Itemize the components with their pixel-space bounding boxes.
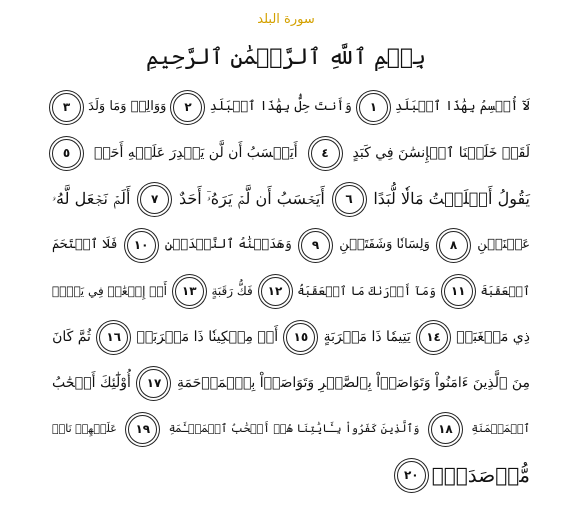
surah-title: سورة البلد	[257, 12, 315, 27]
verse-text: وَمَآ أَدۡرَىٰكَ مَا ٱلۡعَقَبَةُ	[297, 284, 436, 298]
ayah-number-marker: ٣	[52, 93, 81, 122]
ayah-number-marker: ١٦	[99, 323, 128, 352]
verse-text: لَآ أُقۡسِمُ بِهَٰذَا ٱلۡبَلَدِ	[394, 99, 530, 114]
verse-text: يَقُولُ أَهۡلَكۡتُ مَالٗا لُّبَدًا	[373, 189, 530, 208]
verse-text: يَتِيمٗا ذَا مَقۡرَبَةٍ	[323, 329, 411, 345]
verse-text: وَأَنتَ حِلُّۢ بِهَٰذَا ٱلۡبَلَدِ	[209, 99, 352, 114]
ayah-number-marker: ١٥	[286, 323, 315, 352]
verse-line	[52, 84, 530, 130]
ayah-number-marker: ١٨	[431, 415, 460, 444]
verse-line	[52, 130, 530, 176]
ayah-number-marker: ٨	[439, 231, 468, 260]
verse-text: ٱلۡمَيۡمَنَةِ	[471, 422, 530, 435]
verse-text: وَلِسَانٗا وَشَفَتَيۡنِ	[339, 237, 430, 252]
ayah-number-marker: ١	[359, 93, 388, 122]
verse-text: ثُمَّ كَانَ	[52, 329, 91, 345]
verse-text: أُوْلَٰٓئِكَ أَصۡحَٰبُ	[52, 375, 131, 391]
ayah-number-marker: ٢	[173, 93, 202, 122]
verse-text: ٱلۡعَقَبَةَ	[480, 284, 530, 298]
verse-text: أَيَحۡسَبُ أَن لَّمۡ يَرَهُۥٓ أَحَدٌ	[178, 189, 325, 208]
ayah-number-marker: ١٠	[127, 231, 156, 260]
verse-text: فَكُّ رَقَبَةٍ	[211, 284, 253, 298]
ayah-number-marker: ١٩	[128, 415, 157, 444]
verse-line	[52, 268, 530, 314]
verse-text: أَيَحۡسَبُ أَن لَّن يَقۡدِرَ عَلَيۡهِ أَحَدٞ	[93, 145, 298, 161]
ayah-number-marker: ١١	[444, 277, 473, 306]
verse-text: أَلَمۡ نَجۡعَل لَّهُۥ	[52, 189, 131, 208]
verse-text: أَوۡ إِطۡعَٰمٞ فِي يَوۡمٖ	[52, 284, 167, 298]
verse-text: وَوَالِدٖ وَمَا وَلَدَ	[88, 99, 167, 114]
verse-line	[52, 406, 530, 452]
verse-line	[52, 452, 530, 498]
verse-block	[52, 84, 530, 498]
verse-line	[52, 176, 530, 222]
verse-line	[52, 360, 530, 406]
ayah-number-marker: ٧	[140, 185, 169, 214]
verse-line	[52, 314, 530, 360]
ayah-number-marker: ٦	[335, 185, 364, 214]
verse-text: مِنَ ٱلَّذِينَ ءَامَنُواْ وَتَوَاصَوۡاْ بِٱلصَّبۡرِ وَتَوَاصَوۡاْ بِٱلۡمَرۡحَمَةِ	[177, 375, 530, 391]
verse-text: ذِي مَسۡغَبَةٖ	[456, 329, 530, 345]
verse-text: عَلَيۡهِمۡ نَارٞ	[52, 422, 117, 435]
verse-text: مُّؤۡصَدَةُۢ	[431, 463, 530, 487]
verse-text: أَوۡ مِسۡكِينٗا ذَا مَتۡرَبَةٖ	[136, 329, 279, 345]
ayah-number-marker: ٢٠	[397, 461, 426, 490]
ayah-number-marker: ٤	[311, 139, 340, 168]
ayah-number-marker: ٩	[301, 231, 330, 260]
ayah-number-marker: ١٢	[261, 277, 290, 306]
verse-line	[52, 222, 530, 268]
ayah-number-marker: ١٤	[419, 323, 448, 352]
verse-text: وَٱلَّذِينَ كَفَرُواْ بِـَٔايَٰتِنَا هُمۡ أَصۡحَٰبُ ٱلۡمَشۡـَٔمَةِ	[168, 422, 420, 435]
verse-text: لَقَدۡ خَلَقۡنَا ٱلۡإِنسَٰنَ فِي كَبَدٍ	[352, 145, 530, 161]
verse-text: وَهَدَيۡنَٰهُ ٱلنَّجۡدَيۡنِ	[164, 237, 292, 252]
basmala: بِسۡمِ ٱللَّهِ ٱلرَّحۡمَٰنِ ٱلرَّحِيمِ	[145, 45, 427, 70]
ayah-number-marker: ١٧	[139, 369, 168, 398]
ayah-number-marker: ٥	[52, 139, 81, 168]
verse-text: فَلَا ٱقۡتَحَمَ	[52, 237, 118, 252]
ayah-number-marker: ١٣	[175, 277, 204, 306]
verse-text: عَيۡنَيۡنِ	[477, 237, 530, 252]
